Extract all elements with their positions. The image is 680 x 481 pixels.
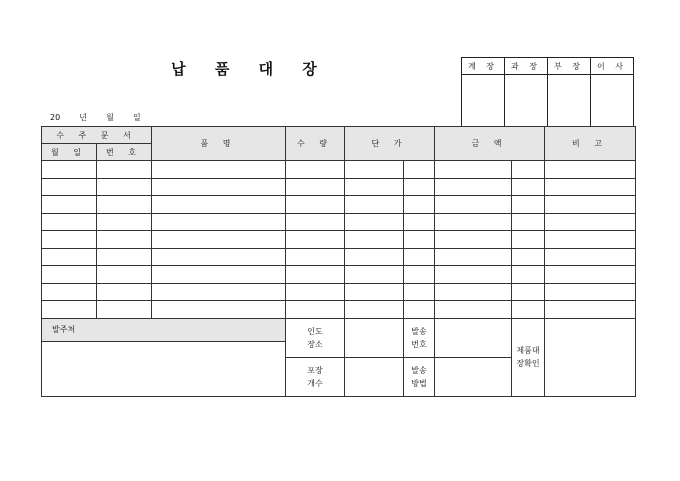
- table-row: [42, 301, 636, 319]
- cell-remarks[interactable]: [545, 301, 636, 319]
- cell-unit-price[interactable]: [345, 301, 404, 319]
- cell-quantity[interactable]: [286, 301, 345, 319]
- cell-quantity[interactable]: [286, 196, 345, 214]
- cell-quantity[interactable]: [286, 266, 345, 284]
- cell-amount-sub[interactable]: [512, 231, 545, 249]
- orderer-field[interactable]: [42, 341, 286, 396]
- cell-item[interactable]: [152, 213, 286, 231]
- table-row: [42, 283, 636, 301]
- packing-count-label-2: 개수: [307, 378, 323, 388]
- cell-unit-price[interactable]: [345, 178, 404, 196]
- cell-unit-price[interactable]: [345, 266, 404, 284]
- cell-amount-sub[interactable]: [512, 196, 545, 214]
- header-order-doc: 수 주 문 서: [42, 127, 152, 144]
- packing-count-label: [286, 357, 345, 396]
- cell-quantity[interactable]: [286, 283, 345, 301]
- cell-item[interactable]: [152, 266, 286, 284]
- cell-amount[interactable]: [435, 196, 512, 214]
- delivery-ledger-table: [41, 126, 636, 397]
- approval-sign-box[interactable]: [505, 75, 548, 127]
- approval-head: 부 장: [548, 58, 591, 75]
- product-check-field[interactable]: [545, 318, 636, 396]
- cell-amount-sub[interactable]: [512, 178, 545, 196]
- cell-month-day[interactable]: [42, 266, 97, 284]
- cell-unit-price-sub[interactable]: [404, 178, 435, 196]
- shipping-no-label-2: 번호: [411, 339, 427, 349]
- cell-number[interactable]: [97, 213, 152, 231]
- shipping-method-label-2: 방법: [411, 378, 427, 388]
- cell-item[interactable]: [152, 248, 286, 266]
- date-day-label: 일: [132, 113, 141, 122]
- cell-unit-price-sub[interactable]: [404, 266, 435, 284]
- table-row: [42, 231, 636, 249]
- cell-number[interactable]: [97, 178, 152, 196]
- cell-remarks[interactable]: [545, 213, 636, 231]
- cell-quantity[interactable]: [286, 213, 345, 231]
- cell-remarks[interactable]: [545, 178, 636, 196]
- cell-quantity[interactable]: [286, 231, 345, 249]
- cell-item[interactable]: [152, 196, 286, 214]
- header-number: 번 호: [97, 144, 152, 161]
- cell-remarks[interactable]: [545, 266, 636, 284]
- cell-remarks[interactable]: [545, 161, 636, 179]
- product-check-label-1: 제품대: [516, 346, 540, 355]
- cell-month-day[interactable]: [42, 283, 97, 301]
- cell-amount[interactable]: [435, 161, 512, 179]
- cell-month-day[interactable]: [42, 178, 97, 196]
- cell-month-day[interactable]: [42, 301, 97, 319]
- cell-number[interactable]: [97, 231, 152, 249]
- cell-number[interactable]: [97, 196, 152, 214]
- delivery-place-label-1: 인도: [307, 326, 323, 336]
- cell-remarks[interactable]: [545, 231, 636, 249]
- header-item: 품 명: [152, 127, 286, 161]
- date-year-label: 년: [79, 113, 88, 122]
- cell-unit-price-sub[interactable]: [404, 161, 435, 179]
- cell-item[interactable]: [152, 301, 286, 319]
- cell-amount[interactable]: [435, 213, 512, 231]
- cell-number[interactable]: [97, 161, 152, 179]
- cell-amount[interactable]: [435, 231, 512, 249]
- cell-unit-price[interactable]: [345, 196, 404, 214]
- cell-month-day[interactable]: [42, 196, 97, 214]
- page-title: 납 품 대 장: [171, 60, 329, 78]
- approval-sign-box[interactable]: [462, 75, 505, 127]
- cell-quantity[interactable]: [286, 248, 345, 266]
- cell-unit-price[interactable]: [345, 161, 404, 179]
- table-row: [42, 213, 636, 231]
- cell-amount[interactable]: [435, 301, 512, 319]
- table-row: [42, 196, 636, 214]
- cell-amount-sub[interactable]: [512, 248, 545, 266]
- approval-sign-box[interactable]: [591, 75, 634, 127]
- cell-unit-price[interactable]: [345, 231, 404, 249]
- cell-amount[interactable]: [435, 266, 512, 284]
- cell-quantity[interactable]: [286, 178, 345, 196]
- cell-unit-price[interactable]: [345, 283, 404, 301]
- header-month-day: 월 일: [42, 144, 97, 161]
- cell-unit-price[interactable]: [345, 213, 404, 231]
- cell-number[interactable]: [97, 301, 152, 319]
- cell-amount-sub[interactable]: [512, 301, 545, 319]
- header-quantity: 수 량: [286, 127, 345, 161]
- header-remarks: 비 고: [545, 127, 636, 161]
- approval-head: 이 사: [591, 58, 634, 75]
- cell-unit-price-sub[interactable]: [404, 231, 435, 249]
- shipping-method-field[interactable]: [435, 357, 512, 396]
- cell-remarks[interactable]: [545, 283, 636, 301]
- table-row: [42, 266, 636, 284]
- delivery-place-label: [286, 318, 345, 357]
- product-check-label: [512, 318, 545, 396]
- cell-remarks[interactable]: [545, 248, 636, 266]
- shipping-method-label-1: 발송: [411, 365, 427, 375]
- cell-unit-price-sub[interactable]: [404, 283, 435, 301]
- header-unit-price: 단 가: [345, 127, 435, 161]
- cell-number[interactable]: [97, 248, 152, 266]
- cell-item[interactable]: [152, 283, 286, 301]
- cell-unit-price-sub[interactable]: [404, 248, 435, 266]
- shipping-no-field[interactable]: [435, 318, 512, 357]
- packing-count-field[interactable]: [345, 357, 404, 396]
- cell-month-day[interactable]: [42, 161, 97, 179]
- approval-head: 과 장: [505, 58, 548, 75]
- cell-month-day[interactable]: [42, 213, 97, 231]
- cell-item[interactable]: [152, 161, 286, 179]
- cell-number[interactable]: [97, 266, 152, 284]
- shipping-no-label-1: 발송: [411, 326, 427, 336]
- cell-unit-price-sub[interactable]: [404, 196, 435, 214]
- cell-amount-sub[interactable]: [512, 161, 545, 179]
- cell-amount[interactable]: [435, 248, 512, 266]
- product-check-label-2: 장확인: [516, 359, 540, 368]
- date-line: [50, 112, 141, 123]
- shipping-no-label: [404, 318, 435, 357]
- header-amount: 금 액: [435, 127, 545, 161]
- cell-item[interactable]: [152, 231, 286, 249]
- cell-amount[interactable]: [435, 178, 512, 196]
- cell-unit-price-sub[interactable]: [404, 301, 435, 319]
- cell-quantity[interactable]: [286, 161, 345, 179]
- table-row: [42, 248, 636, 266]
- cell-unit-price[interactable]: [345, 248, 404, 266]
- delivery-place-field[interactable]: [345, 318, 404, 357]
- table-row: [42, 178, 636, 196]
- cell-unit-price-sub[interactable]: [404, 213, 435, 231]
- delivery-place-label-2: 장소: [307, 339, 323, 349]
- approval-head: 계 장: [462, 58, 505, 75]
- approval-table: [461, 57, 634, 127]
- table-row: [42, 161, 636, 179]
- cell-amount-sub[interactable]: [512, 283, 545, 301]
- cell-remarks[interactable]: [545, 196, 636, 214]
- packing-count-label-1: 포장: [307, 365, 323, 375]
- shipping-method-label: [404, 357, 435, 396]
- date-year-prefix: 20: [50, 113, 61, 122]
- cell-amount-sub[interactable]: [512, 266, 545, 284]
- cell-amount-sub[interactable]: [512, 213, 545, 231]
- cell-number[interactable]: [97, 283, 152, 301]
- cell-month-day[interactable]: [42, 231, 97, 249]
- approval-sign-box[interactable]: [548, 75, 591, 127]
- cell-item[interactable]: [152, 178, 286, 196]
- date-month-label: 월: [106, 113, 114, 122]
- cell-month-day[interactable]: [42, 248, 97, 266]
- cell-amount[interactable]: [435, 283, 512, 301]
- orderer-label: 발주처: [42, 318, 286, 341]
